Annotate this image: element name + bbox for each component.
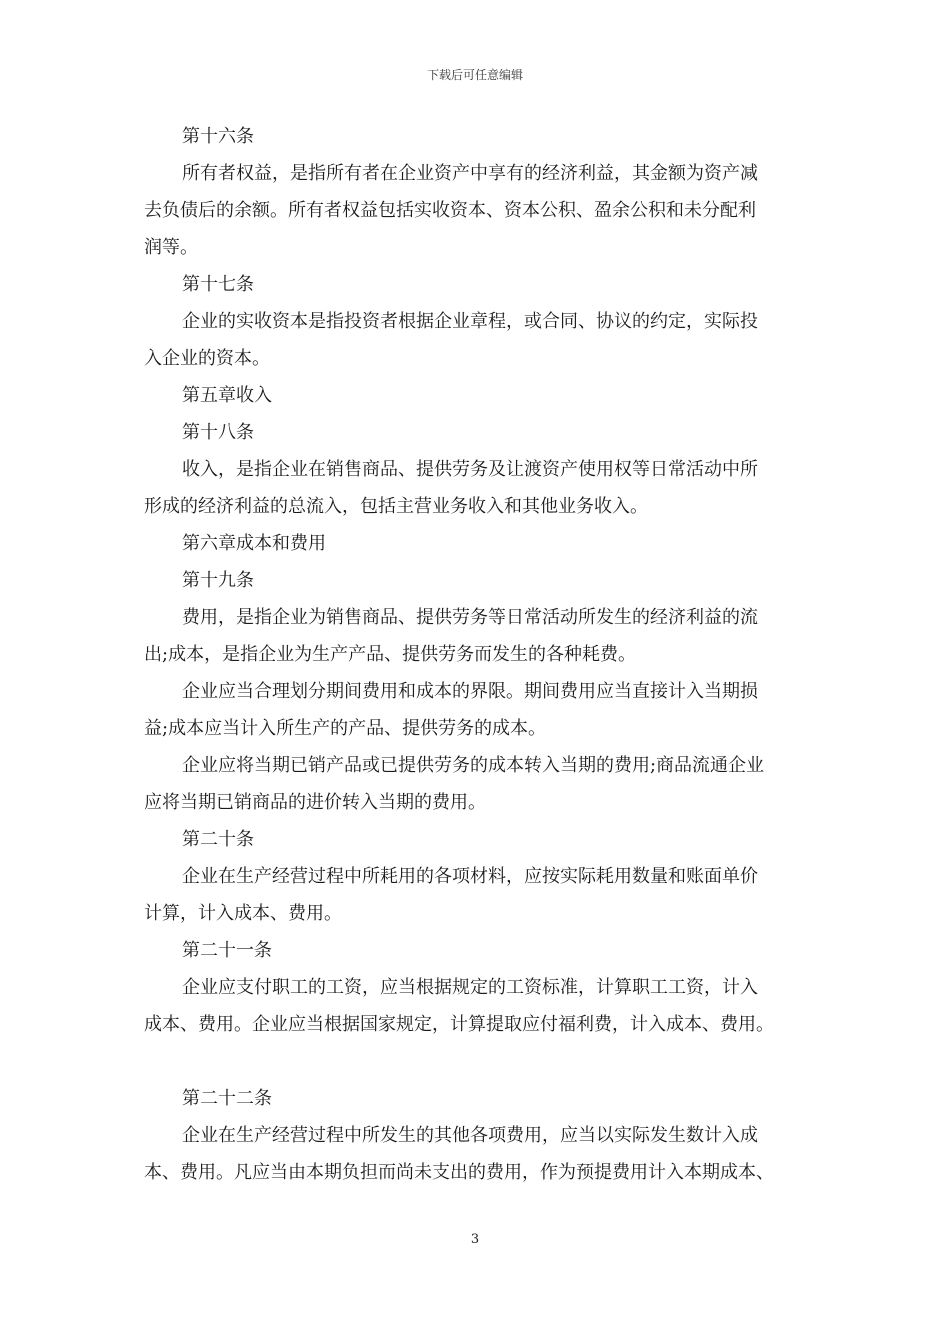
paragraph-line: 企业的实收资本是指投资者根据企业章程，或合同、协议的约定，实际投 <box>182 311 758 332</box>
chapter-heading: 第六章成本和费用 <box>182 533 326 554</box>
article-heading: 第十九条 <box>182 570 254 591</box>
document-body <box>144 118 812 1191</box>
paragraph-line: 本、费用。凡应当由本期负担而尚未支出的费用，作为预提费用计入本期成本、 <box>144 1162 774 1183</box>
paragraph-line: 计算，计入成本、费用。 <box>144 903 342 924</box>
article-heading: 第二十条 <box>182 829 254 850</box>
chapter-heading: 第五章收入 <box>182 385 272 406</box>
paragraph-line: 润等。 <box>144 237 198 258</box>
blank-line <box>144 1043 812 1080</box>
paragraph-line: 收入，是指企业在销售商品、提供劳务及让渡资产使用权等日常活动中所 <box>182 459 758 480</box>
header-note: 下载后可任意编辑 <box>426 68 523 82</box>
paragraph-line: 去负债后的余额。所有者权益包括实收资本、资本公积、盈余公积和未分配利 <box>144 200 756 221</box>
paragraph-line: 企业应支付职工的工资，应当根据规定的工资标准，计算职工工资，计入 <box>182 977 758 998</box>
article-heading: 第十六条 <box>182 126 254 147</box>
paragraph-line: 企业在生产经营过程中所耗用的各项材料，应按实际耗用数量和账面单价 <box>182 866 758 887</box>
article-heading: 第十七条 <box>182 274 254 295</box>
paragraph-line: 出;成本，是指企业为生产产品、提供劳务而发生的各种耗费。 <box>144 644 637 665</box>
paragraph-line: 企业应将当期已销产品或已提供劳务的成本转入当期的费用;商品流通企业 <box>182 755 765 776</box>
paragraph-line: 所有者权益，是指所有者在企业资产中享有的经济利益，其金额为资产减 <box>182 163 758 184</box>
paragraph-line: 益;成本应当计入所生产的产品、提供劳务的成本。 <box>144 718 547 739</box>
paragraph-line: 企业应当合理划分期间费用和成本的界限。期间费用应当直接计入当期损 <box>182 681 758 702</box>
article-heading: 第二十二条 <box>182 1088 272 1109</box>
paragraph-line: 应将当期已销商品的进价转入当期的费用。 <box>144 792 486 813</box>
paragraph-line: 入企业的资本。 <box>144 348 270 369</box>
paragraph-line: 形成的经济利益的总流入，包括主营业务收入和其他业务收入。 <box>144 496 648 517</box>
paragraph-line: 费用，是指企业为销售商品、提供劳务等日常活动所发生的经济利益的流 <box>182 607 758 628</box>
page-number: 3 <box>470 1232 480 1247</box>
article-heading: 第十八条 <box>182 422 254 443</box>
article-heading: 第二十一条 <box>182 940 272 961</box>
paragraph-line: 成本、费用。企业应当根据国家规定，计算提取应付福利费，计入成本、费用。 <box>144 1014 774 1035</box>
paragraph-line: 企业在生产经营过程中所发生的其他各项费用，应当以实际发生数计入成 <box>182 1125 758 1146</box>
